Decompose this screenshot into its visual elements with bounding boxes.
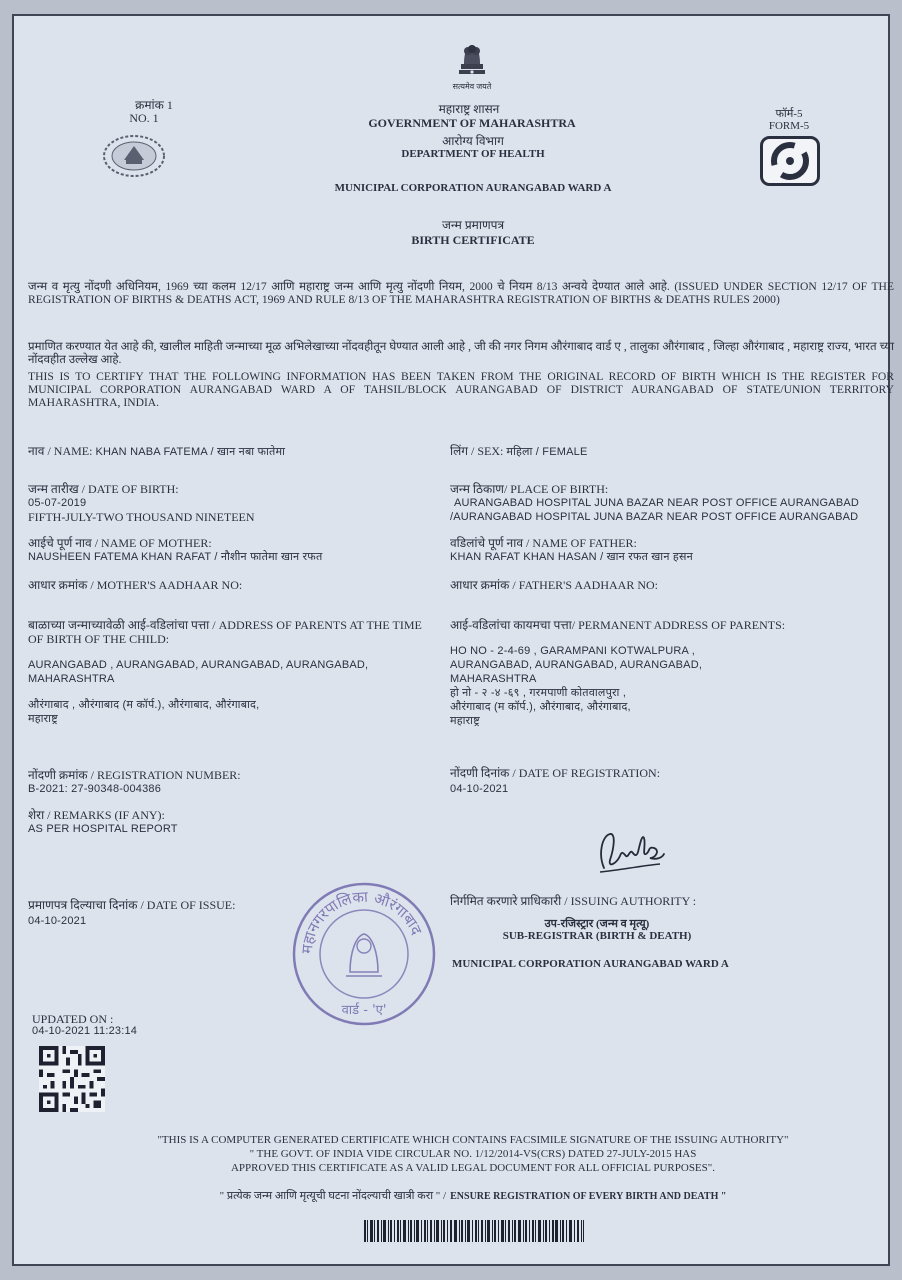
name-label: नाव / NAME:	[28, 444, 93, 458]
serial-label-mr: क्रमांक 1	[135, 98, 173, 112]
mother-value: NAUSHEEN FATEMA KHAN RAFAT / नौशीन फातेमा खान रफत	[28, 551, 323, 563]
address-at-birth-label: बाळाच्या जन्माच्यावेळी आई-वडिलांचा पत्ता / ADDRESS OF PARENTS AT THE TIME OF BIRTH OF THE CHILD:	[28, 618, 422, 646]
slogan-mr: " प्रत्येक जन्म आणि मृत्यूची घटना नोंदल्याची खात्री करा " /	[219, 1190, 447, 1202]
corporation-name: MUNICIPAL CORPORATION AURANGABAD WARD A	[334, 182, 612, 194]
dept-en: DEPARTMENT OF HEALTH	[401, 148, 545, 160]
father-aadhaar-label: आधार क्रमांक / FATHER'S AADHAAR NO:	[450, 578, 658, 592]
authority-en: SUB-REGISTRAR (BIRTH & DEATH)	[502, 930, 692, 942]
certificate-sheet	[12, 14, 894, 1266]
emblem	[442, 42, 502, 92]
permanent-address-en-3: MAHARASHTRA	[450, 673, 537, 685]
mother-aadhaar-label: आधार क्रमांक / MOTHER'S AADHAAR NO:	[28, 578, 243, 592]
state-en: GOVERNMENT OF MAHARASHTRA	[368, 116, 576, 130]
remarks-value: AS PER HOSPITAL REPORT	[28, 823, 178, 835]
title-mr: जन्म प्रमाणपत्र	[441, 218, 505, 232]
serial-label-en: NO. 1	[129, 111, 159, 125]
form-label-en: FORM-5	[768, 120, 810, 132]
permanent-address-mr-1: हो नो - २ -४ -६९ , गरमपाणी कोतवालपुरा ,	[450, 687, 627, 699]
state-mr: महाराष्ट्र शासन	[438, 102, 500, 116]
issued-under-text: जन्म व मृत्यु नोंदणी अधिनियम, 1969 च्या कलम 12/17 आणि महाराष्ट्र जन्म आणि मृत्यु नोंदणी नियम, 2000 चे नियम 8/13 अन्वये देण्यात आले आहे. (ISSUED UNDER SECTION 12/17 OF THE REGISTRATION OF BIRTHS & DEATHS ACT, 1969 AND RULE 8/13 OF THE MAHARASHTRA REGISTRATION OF BIRTHS & DEATHS RULES 2000)	[28, 280, 894, 306]
updated-value: 04-10-2021 11:23:14	[32, 1025, 138, 1037]
pob-label: जन्म ठिकाण/ PLACE OF BIRTH:	[450, 482, 609, 496]
permanent-address-mr-2: औरंगाबाद (म कॉर्प.), औरंगाबाद, औरंगाबाद,	[450, 701, 631, 713]
address-at-birth-en-1: AURANGABAD , AURANGABAD, AURANGABAD, AURANGABAD,	[28, 659, 369, 671]
dob-label: जन्म तारीख / DATE OF BIRTH:	[28, 482, 179, 496]
name-row	[28, 444, 285, 459]
form-label-mr: फॉर्म-5	[775, 108, 803, 120]
stamp-ring-text: महानगरपालिका औरंगाबाद	[297, 887, 426, 955]
permanent-address-en-2: AURANGABAD, AURANGABAD, AURANGABAD,	[450, 659, 703, 671]
registration-date-label: नोंदणी दिनांक / DATE OF REGISTRATION:	[450, 766, 661, 780]
sex-row	[450, 444, 588, 459]
footer-line-1: "THIS IS A COMPUTER GENERATED CERTIFICATE WHICH CONTAINS FACSIMILE SIGNATURE OF THE ISSUING AUTHORITY"	[157, 1134, 789, 1146]
issuing-authority-label: निर्गमित करणारे प्राधिकारी / ISSUING AUTHORITY :	[450, 894, 697, 908]
slogan	[14, 1186, 902, 1204]
address-at-birth-mr-1: औरंगाबाद , औरंगाबाद (म कॉर्प.), औरंगाबाद, औरंगाबाद,	[28, 699, 260, 711]
remarks-label: शेरा / REMARKS (IF ANY):	[28, 808, 165, 822]
sex-value: महिला / FEMALE	[506, 446, 588, 458]
footer-line-3: APPROVED THIS CERTIFICATE AS A VALID LEGAL DOCUMENT FOR ALL OFFICIAL PURPOSES".	[230, 1162, 716, 1174]
father-label: वडिलांचे पूर्ण नाव / NAME OF FATHER:	[450, 536, 637, 550]
authority-mr: उप-रजिस्ट्रार (जन्म व मृत्यू)	[544, 918, 650, 930]
address-at-birth-en-2: MAHARASHTRA	[28, 673, 115, 685]
slogan-en: ENSURE REGISTRATION OF EVERY BIRTH AND DEATH "	[450, 1191, 727, 1202]
registrar-signature	[590, 824, 670, 885]
barcode	[364, 1220, 584, 1247]
emblem-motto: सत्यमेव जयते	[452, 82, 492, 91]
sex-label: लिंग / SEX:	[450, 444, 504, 458]
father-value: KHAN RAFAT KHAN HASAN / खान रफत खान हसन	[450, 551, 693, 563]
issue-date-value: 04-10-2021	[28, 915, 87, 927]
permanent-address-mr-3: महाराष्ट्र	[450, 715, 480, 727]
pob-value-2: /AURANGABAD HOSPITAL JUNA BAZAR NEAR POST OFFICE AURANGABAD	[450, 511, 859, 523]
ashoka-emblem-icon	[455, 42, 489, 78]
dob-value: 05-07-2019	[28, 497, 87, 509]
permanent-address-label: आई-वडिलांचा कायमचा पत्ता/ PERMANENT ADDRESS OF PARENTS:	[450, 618, 786, 632]
ward-office-stamp	[290, 880, 438, 1028]
stamp-ward-text: वार्ड - 'ए'	[341, 1003, 387, 1018]
registration-number-label: नोंदणी क्रमांक / REGISTRATION NUMBER:	[28, 768, 241, 782]
updated-label: UPDATED ON :	[32, 1012, 114, 1026]
dob-words: FIFTH-JULY-TWO THOUSAND NINETEEN	[28, 510, 255, 524]
registration-date-value: 04-10-2021	[450, 783, 509, 795]
authority-corporation: MUNICIPAL CORPORATION AURANGABAD WARD A	[452, 958, 729, 970]
certify-mr-text: प्रमाणित करण्यात येत आहे की, खालील माहिती जन्माच्या मूळ अभिलेखाच्या नोंदवहीतून घेण्यात आली आहे , जी की नगर निगम औरंगाबाद वार्ड ए , तालुका औरंगाबाद , जिल्हा औरंगाबाद , महाराष्ट्र राज्य, भारत च्या नोंदवहीत उल्लेख आहे.	[28, 340, 894, 366]
title-en: BIRTH CERTIFICATE	[411, 233, 535, 247]
address-at-birth-mr-2: महाराष्ट्र	[28, 713, 58, 725]
permanent-address-en-1: HO NO - 2-4-69 , GARAMPANI KOTWALPURA ,	[450, 645, 695, 657]
dept-mr: आरोग्य विभाग	[442, 134, 504, 148]
footer-line-2: " THE GOVT. OF INDIA VIDE CIRCULAR NO. 1/12/2014-VS(CRS) DATED 27-JULY-2015 HAS	[249, 1148, 697, 1160]
registration-number-value: B-2021: 27-90348-004386	[28, 783, 162, 795]
mother-label: आईचे पूर्ण नाव / NAME OF MOTHER:	[28, 536, 212, 550]
pob-value-1: AURANGABAD HOSPITAL JUNA BAZAR NEAR POST OFFICE AURANGABAD	[454, 497, 860, 509]
qr-code	[38, 1046, 106, 1117]
name-value: KHAN NABA FATEMA / खान नबा फातेमा	[95, 446, 286, 458]
certify-en-text: THIS IS TO CERTIFY THAT THE FOLLOWING INFORMATION HAS BEEN TAKEN FROM THE ORIGINAL RECORD OF BIRTH WHICH IS THE REGISTER FOR MUNICIPAL CORPORATION AURANGABAD WARD A OF TAHSIL/BLOCK AURANGABAD OF DISTRICT AURANGABAD OF STATE/UNION TERRITORY MAHARASHTRA, INDIA.	[28, 370, 894, 409]
issue-date-label: प्रमाणपत्र दिल्याचा दिनांक / DATE OF ISSUE:	[28, 898, 236, 912]
